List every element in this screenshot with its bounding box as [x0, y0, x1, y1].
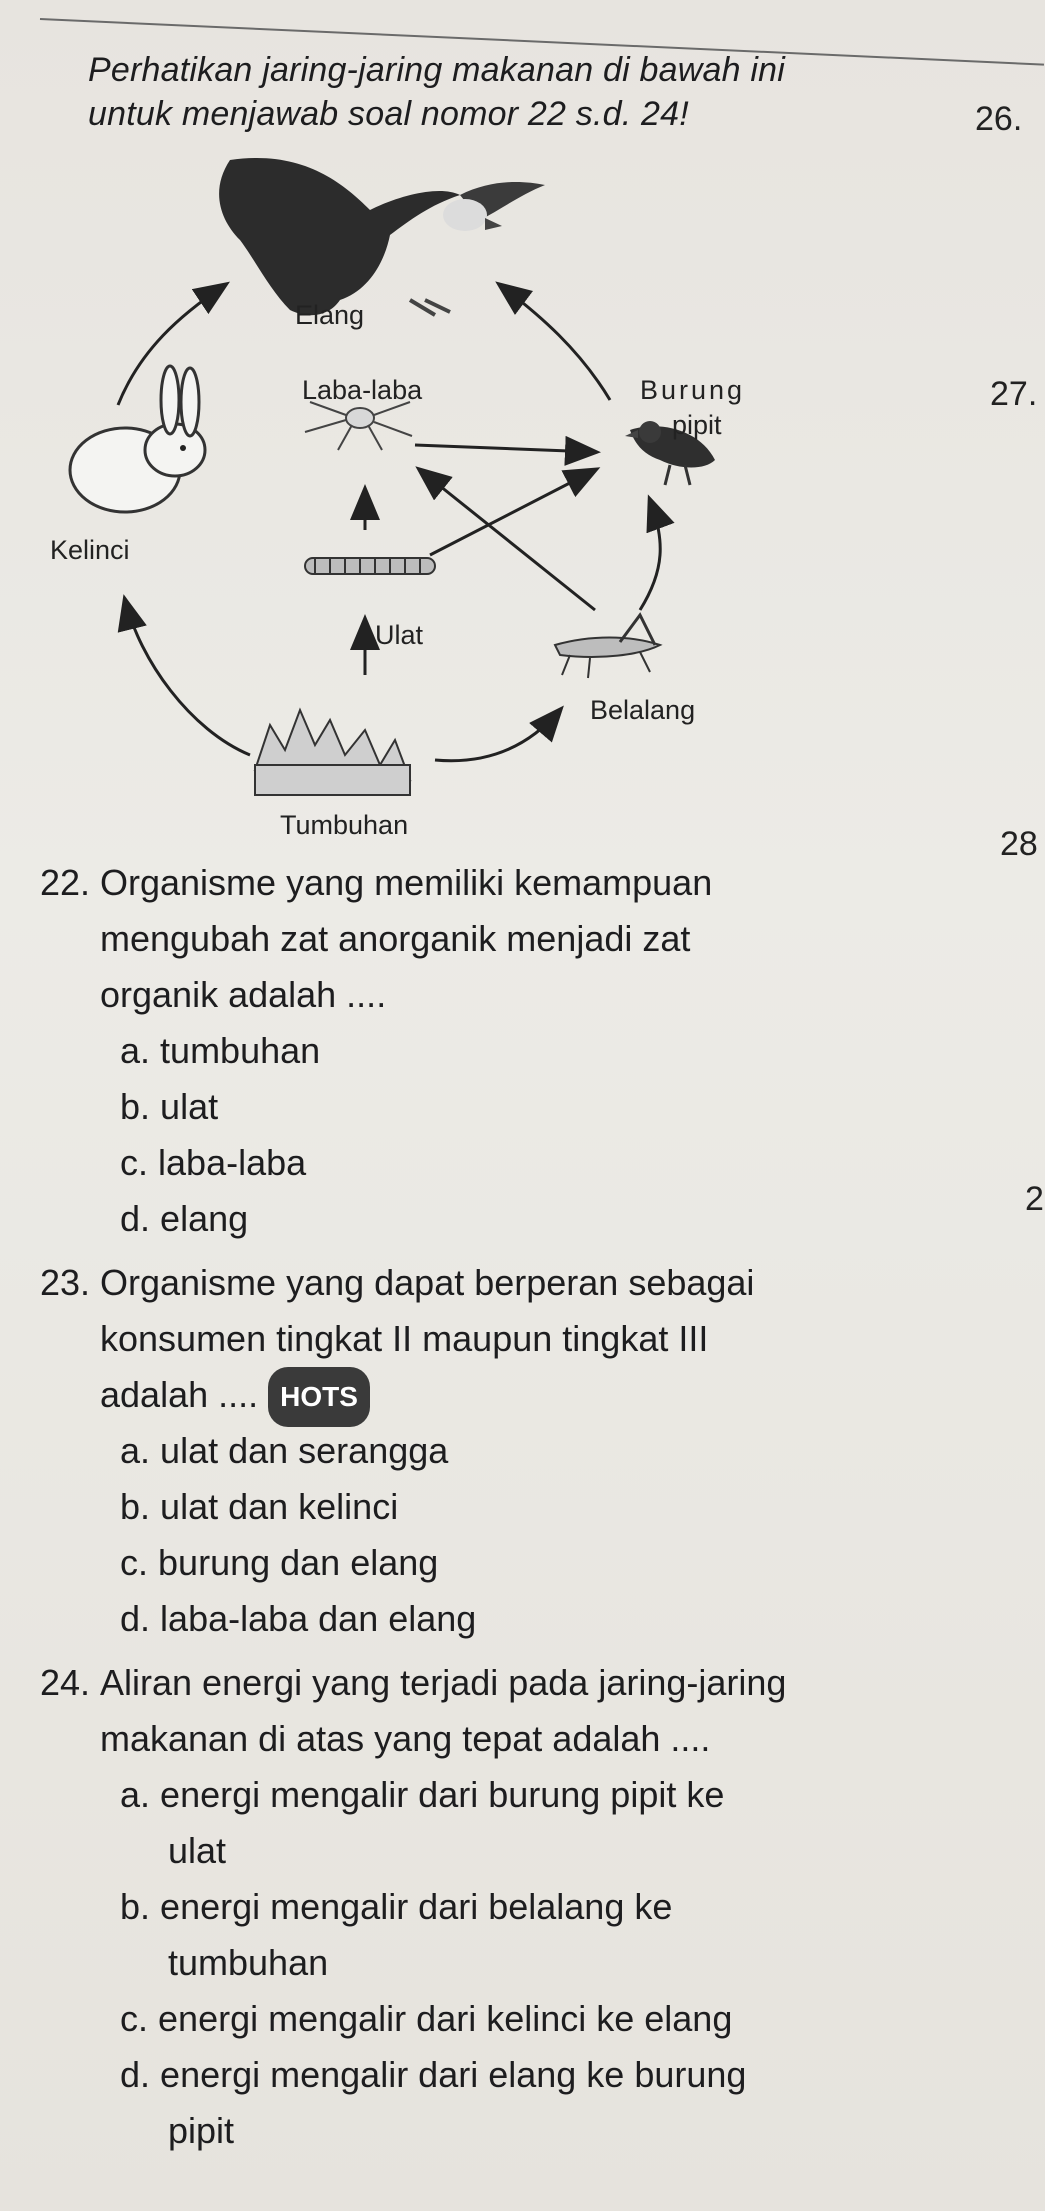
question-23-option-d[interactable]: [120, 1591, 476, 1647]
option-letter: c.: [120, 1142, 149, 1183]
label-elang: Elang: [295, 300, 365, 330]
label-tumbuhan: Tumbuhan: [280, 810, 409, 840]
question-22-number: 22.: [40, 862, 91, 903]
question-24-option-b-cont: tumbuhan: [168, 1942, 329, 1983]
label-pipit: pipit: [672, 410, 722, 440]
question-22-option-a[interactable]: [120, 1023, 320, 1079]
question-24-option-d-cont: pipit: [168, 2110, 235, 2151]
instruction-line-2: untuk menjawab soal nomor 22 s.d. 24!: [88, 95, 689, 133]
arrow-plants-to-rabbit: [125, 600, 250, 755]
question-23-option-a[interactable]: [120, 1423, 448, 1479]
arrow-grasshopper-to-sparrow: [640, 500, 660, 610]
option-letter: a.: [120, 1030, 151, 1071]
question-22-line-1: Organisme yang memiliki kemampuan: [100, 862, 713, 903]
hots-badge: HOTS: [268, 1367, 370, 1427]
rabbit-illustration: [70, 366, 205, 512]
question-24-option-a-cont: ulat: [168, 1830, 227, 1871]
option-text: energi mengalir dari burung pipit ke: [160, 1774, 725, 1815]
arrow-plants-to-grasshopper: [435, 710, 560, 761]
option-letter: c.: [120, 1542, 149, 1583]
option-letter: a.: [120, 1774, 151, 1815]
question-23-line-3: [100, 1367, 370, 1427]
question-24-option-c[interactable]: [120, 1991, 732, 2047]
food-web-diagram: [40, 140, 746, 850]
option-letter: b.: [120, 1486, 151, 1527]
option-text: laba-laba: [158, 1142, 307, 1183]
option-letter: b.: [120, 1086, 151, 1127]
option-text: laba-laba dan elang: [160, 1598, 477, 1639]
question-24-number: 24.: [40, 1662, 91, 1703]
option-text: tumbuhan: [160, 1030, 321, 1071]
eagle-illustration: [219, 158, 545, 315]
arrow-grasshopper-to-spider: [420, 470, 595, 610]
question-24-line-1: Aliran energi yang terjadi pada jaring-jaring: [100, 1662, 787, 1703]
instruction-line-1: Perhatikan jaring-jaring makanan di bawah ini: [88, 51, 785, 89]
margin-number-28: 28: [1000, 825, 1038, 863]
question-22-line-3: organik adalah ....: [100, 974, 387, 1015]
option-text: ulat dan serangga: [160, 1430, 449, 1471]
option-letter: d.: [120, 1198, 151, 1239]
question-24-option-d[interactable]: [120, 2047, 746, 2103]
question-23-line-2: konsumen tingkat II maupun tingkat III: [100, 1318, 709, 1359]
option-letter: b.: [120, 1886, 151, 1927]
margin-number-2: 2: [1025, 1180, 1044, 1218]
question-22-option-c[interactable]: [120, 1135, 306, 1191]
option-text: ulat: [160, 1086, 219, 1127]
caterpillar-illustration: [305, 558, 435, 574]
label-burung: Burung: [640, 375, 746, 405]
arrow-spider-to-sparrow: [415, 445, 595, 452]
option-text: burung dan elang: [158, 1542, 439, 1583]
option-letter: d.: [120, 1598, 151, 1639]
question-23-option-c[interactable]: [120, 1535, 438, 1591]
instruction-text: [88, 48, 785, 136]
option-text: energi mengalir dari elang ke burung: [160, 2054, 747, 2095]
margin-number-27: 27.: [990, 375, 1038, 413]
option-letter: a.: [120, 1430, 151, 1471]
arrow-sparrow-to-eagle: [500, 285, 610, 400]
question-23-line-1: Organisme yang dapat berperan sebagai: [100, 1262, 755, 1303]
label-ulat: Ulat: [375, 620, 424, 650]
plants-illustration: [255, 710, 410, 795]
question-23-line-3-text: adalah ....: [100, 1374, 259, 1415]
food-web-arrows: [40, 140, 740, 850]
question-22-line-2: mengubah zat anorganik menjadi zat: [100, 918, 691, 959]
option-text: energi mengalir dari kelinci ke elang: [158, 1998, 733, 2039]
option-text: elang: [160, 1198, 249, 1239]
question-22-option-b[interactable]: [120, 1079, 218, 1135]
grasshopper-illustration: [555, 615, 660, 678]
question-24-line-2: makanan di atas yang tepat adalah ....: [100, 1718, 711, 1759]
question-23-option-b[interactable]: [120, 1479, 398, 1535]
question-22-option-d[interactable]: [120, 1191, 248, 1247]
margin-number-26: 26.: [975, 100, 1023, 138]
label-kelinci: Kelinci: [50, 535, 130, 565]
question-24-option-a[interactable]: [120, 1767, 724, 1823]
question-24-option-b[interactable]: [120, 1879, 672, 1935]
option-letter: c.: [120, 1998, 149, 2039]
spider-illustration: [305, 402, 412, 450]
option-text: energi mengalir dari belalang ke: [160, 1886, 673, 1927]
label-laba-laba: Laba-laba: [302, 375, 423, 405]
option-text: ulat dan kelinci: [160, 1486, 399, 1527]
label-belalang: Belalang: [590, 695, 696, 725]
option-letter: d.: [120, 2054, 151, 2095]
question-23-number: 23.: [40, 1262, 91, 1303]
